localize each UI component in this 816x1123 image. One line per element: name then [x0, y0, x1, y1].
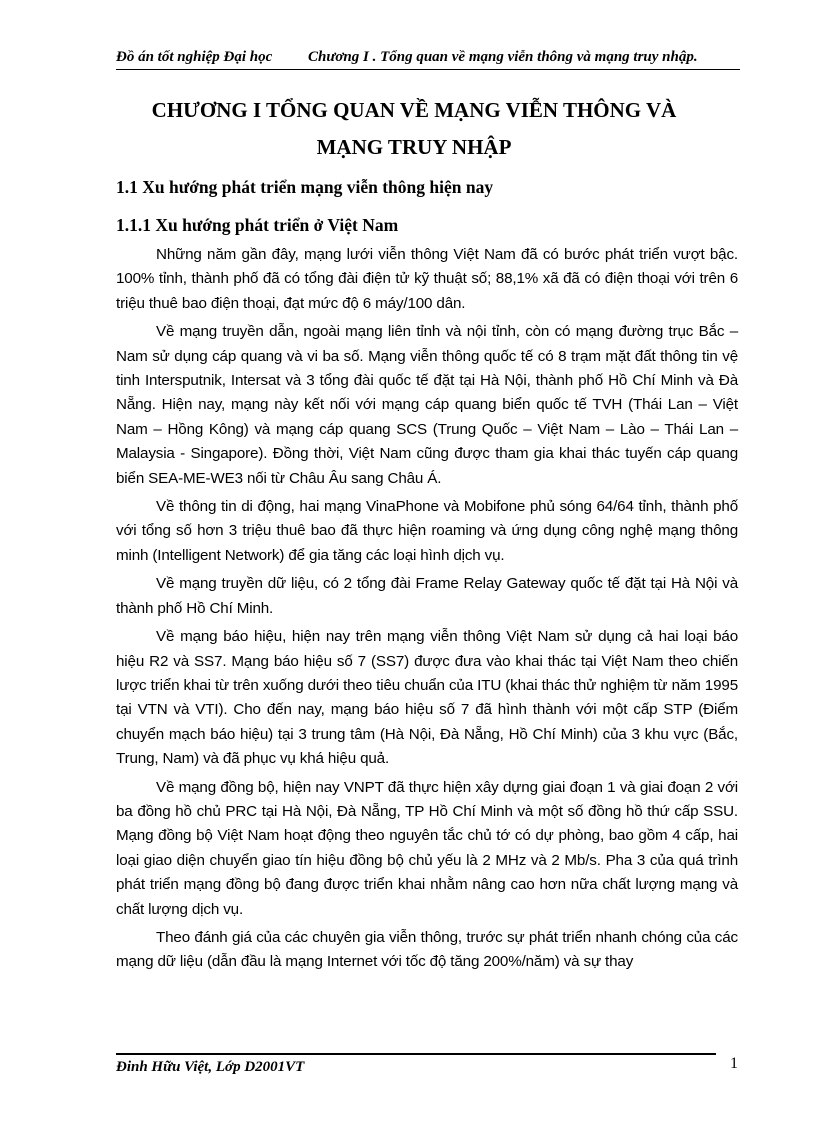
paragraph: Về thông tin di động, hai mạng VinaPhone và Mobifone phủ sóng 64/64 tỉnh, thành phố với tổng số hơn 3 triệu thuê bao đã thực hiện roaming và ứng dụng công nghệ mạng thông minh (Intelligent Network) để gia tăng các loại hình dịch vụ.: [116, 498, 738, 564]
body-text: [116, 243, 738, 979]
chapter-title: [116, 92, 712, 166]
header-chapter-label: Chương I . Tổng quan về mạng viễn thông và mạng truy nhập.: [308, 49, 698, 65]
paragraph: Về mạng truyền dữ liệu, có 2 tổng đài Frame Relay Gateway quốc tế đặt tại Hà Nội và thành phố Hồ Chí Minh.: [116, 575, 738, 617]
page-number: 1: [730, 1055, 738, 1072]
paragraph: Về mạng báo hiệu, hiện nay trên mạng viễn thông Việt Nam sử dụng cả hai loại báo hiệu R2 và SS7. Mạng báo hiệu số 7 (SS7) được đưa vào khai thác tại Việt Nam theo chiến lược triển khai từ trên xuống dưới theo tiêu chuẩn của ITU (khai thác thử nghiệm từ năm 1995 tại VTN và VTI). Cho đến nay, mạng báo hiệu số 7 đã hình thành với một cấp STP (Điểm chuyển mạch báo hiệu) tại 3 trung tâm (Hà Nội, Đà Nẵng, Hồ Chí Minh) của 3 khu vực (Bắc, Trung, Nam) và đã phục vụ khá hiệu quả.: [116, 628, 738, 768]
chapter-title-line-2: MẠNG TRUY NHẬP: [316, 135, 512, 159]
footer-author: Đinh Hữu Việt, Lớp D2001VT: [116, 1059, 305, 1075]
paragraph: Về mạng đồng bộ, hiện nay VNPT đã thực hiện xây dựng giai đoạn 1 và giai đoạn 2 với ba đồng hồ chủ PRC tại Hà Nội, Đà Nẵng, TP Hồ Chí Minh và một số đồng hồ thứ cấp SSU. Mạng đồng bộ Việt Nam hoạt động theo nguyên tắc chủ tớ có dự phòng, bao gồm 4 cấp, hai loại giao diện chuyển giao tín hiệu đồng bộ chủ yếu là 2 MHz và 2 Mb/s. Pha 3 của quá trình phát triển mạng đồng bộ đang được triển khai nhằm nâng cao hơn nữa chất lượng mạng và chất lượng dịch vụ.: [116, 778, 738, 918]
section-heading-1-1-1: 1.1.1 Xu hướng phát triển ở Việt Nam: [116, 215, 399, 235]
paragraph: Về mạng truyền dẫn, ngoài mạng liên tỉnh và nội tỉnh, còn có mạng đường trục Bắc – Nam sử dụng cáp quang và vi ba số. Mạng viễn thông quốc tế có 8 trạm mặt đất thông tin vệ tinh Intersputnik, Intersat và 3 tổng đài quốc tế đặt tại Hà Nội, thành phố Hồ Chí Minh và Đà Nẵng. Hiện nay, mạng này kết nối với mạng cáp quang biển quốc tế TVH (Thái Lan – Việt Nam – Hồng Kông) và mạng cáp quang SCS (Trung Quốc – Việt Nam – Lào – Thái Lan – Malaysia - Singapore). Đồng thời, Việt Nam cũng được tham gia khai thác tuyến cáp quang biển SEA-ME-WE3 nối từ Châu Âu sang Châu Á.: [116, 323, 738, 487]
paragraph: Những năm gần đây, mạng lưới viễn thông Việt Nam đã có bước phát triển vượt bậc. 100% tỉnh, thành phố đã có tổng đài điện tử kỹ thuật số; 88,1% xã đã có điện thoại với trên 6 triệu thuê bao điện thoại, đạt mức độ 6 máy/100 dân.: [116, 246, 738, 312]
chapter-title-line-1: CHƯƠNG I TỔNG QUAN VỀ MẠNG VIỄN THÔNG VÀ: [151, 98, 677, 122]
paragraph: Theo đánh giá của các chuyên gia viễn thông, trước sự phát triển nhanh chóng của các mạng dữ liệu (dẫn đầu là mạng Internet với tốc độ tăng 200%/năm) và sự thay: [116, 928, 738, 971]
header-thesis-label: Đồ án tốt nghiệp Đại học: [116, 49, 273, 65]
section-heading-1-1: 1.1 Xu hướng phát triển mạng viễn thông hiện nay: [116, 177, 494, 197]
header-divider: [116, 69, 740, 70]
footer-divider: [116, 1053, 716, 1055]
